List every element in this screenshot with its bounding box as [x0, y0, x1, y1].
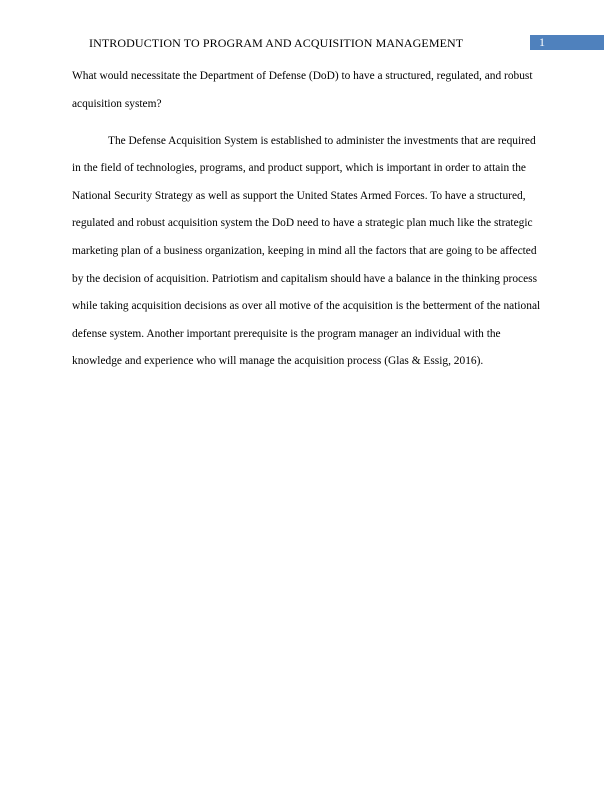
running-head: INTRODUCTION TO PROGRAM AND ACQUISITION MANAGEMENT	[89, 36, 464, 50]
question-text: What would necessitate the Department of Defense (DoD) to have a structured, regulated, and robust acquisition system?	[72, 70, 533, 110]
document-body	[72, 63, 542, 376]
page-number: 1	[539, 35, 545, 49]
page-number-badge	[530, 35, 604, 50]
answer-paragraph: The Defense Acquisition System is established to administer the investments that are required in the field of technologies, programs, and product support, which is important in order to attain the National Security Strategy as well as support the United States Armed Forces. To have a structured, regulated and robust acquisition system the DoD need to have a strategic plan much like the strategic marketing plan of a business organization, keeping in mind all the factors that are going to be affected by the decision of acquisition. Patriotism and capitalism should have a balance in the thinking process while taking acquisition decisions as over all motive of the acquisition is the betterment of the national defense system. Another important prerequisite is the program manager an individual with the knowledge and experience who will manage the acquisition process (Glas & Essig, 2016).	[72, 134, 541, 368]
